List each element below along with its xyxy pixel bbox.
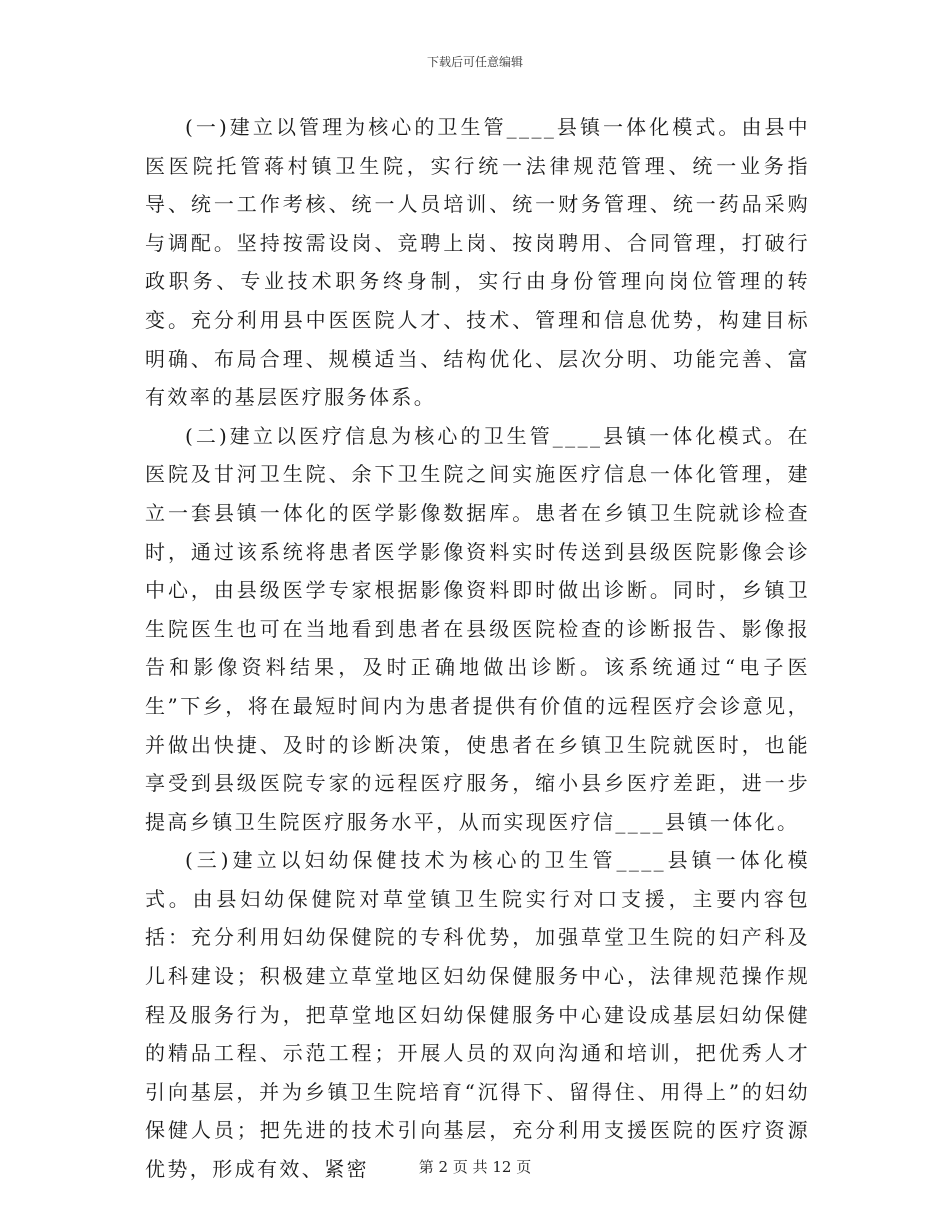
paragraph-1: (一)建立以管理为核心的卫生管____县镇一体化模式。由县中医医院托管蒋村镇卫生院，实行统一法律规范管理、统一业务指导、统一工作考核、统一人员培训、统一财务管理、统一药品采购与调配。坚持按需设岗、竞聘上岗、按岗聘用、合同管理，打破行政职务、专业技术职务终身制，实行由身份管理向岗位管理的转变。充分利用县中医医院人才、技术、管理和信息优势，构建目标明确、布局合理、规模适当、结构优化、层次分明、功能完善、富有效率的基层医疗服务体系。 [145, 115, 810, 410]
paragraph-3: (三)建立以妇幼保健技术为核心的卫生管____县镇一体化模式。由县妇幼保健院对草堂镇卫生院实行对口支援，主要内容包括：充分利用妇幼保健院的专科优势，加强草堂卫生院的妇产科及儿科建设；积极建立草堂地区妇幼保健服务中心，法律规范操作规程及服务行为，把草堂地区妇幼保健服务中心建设成基层妇幼保健的精品工程、示范工程；开展人员的双向沟通和培训，把优秀人才引向基层，并为乡镇卫生院培育“沉得下、留得住、用得上”的妇幼保健人员；把先进的技术引向基层，充分利用支援医院的医疗资源优势，形成有效、紧密 [145, 848, 810, 1182]
page-footer: 第 2 页 共 12 页 [418, 1158, 532, 1176]
paragraph-2: (二)建立以医疗信息为核心的卫生管____县镇一体化模式。在医院及甘河卫生院、余下卫生院之间实施医疗信息一体化管理，建立一套县镇一体化的医学影像数据库。患者在乡镇卫生院就诊检查时，通过该系统将患者医学影像资料实时传送到县级医院影像会诊中心，由县级医学专家根据影像资料即时做出诊断。同时，乡镇卫生院医生也可在当地看到患者在县级医院检查的诊断报告、影像报告和影像资料结果，及时正确地做出诊断。该系统通过“电子医生”下乡，将在最短时间内为患者提供有价值的远程医疗会诊意见，并做出快捷、及时的诊断决策，使患者在乡镇卫生院就医时，也能享受到县级医院专家的远程医疗服务，缩小县乡医疗差距，进一步提高乡镇卫生院医疗服务水平，从而实现医疗信____县镇一体化。 [145, 423, 810, 834]
document-body [145, 108, 810, 1189]
page-header: 下载后可任意编辑 [426, 55, 523, 69]
